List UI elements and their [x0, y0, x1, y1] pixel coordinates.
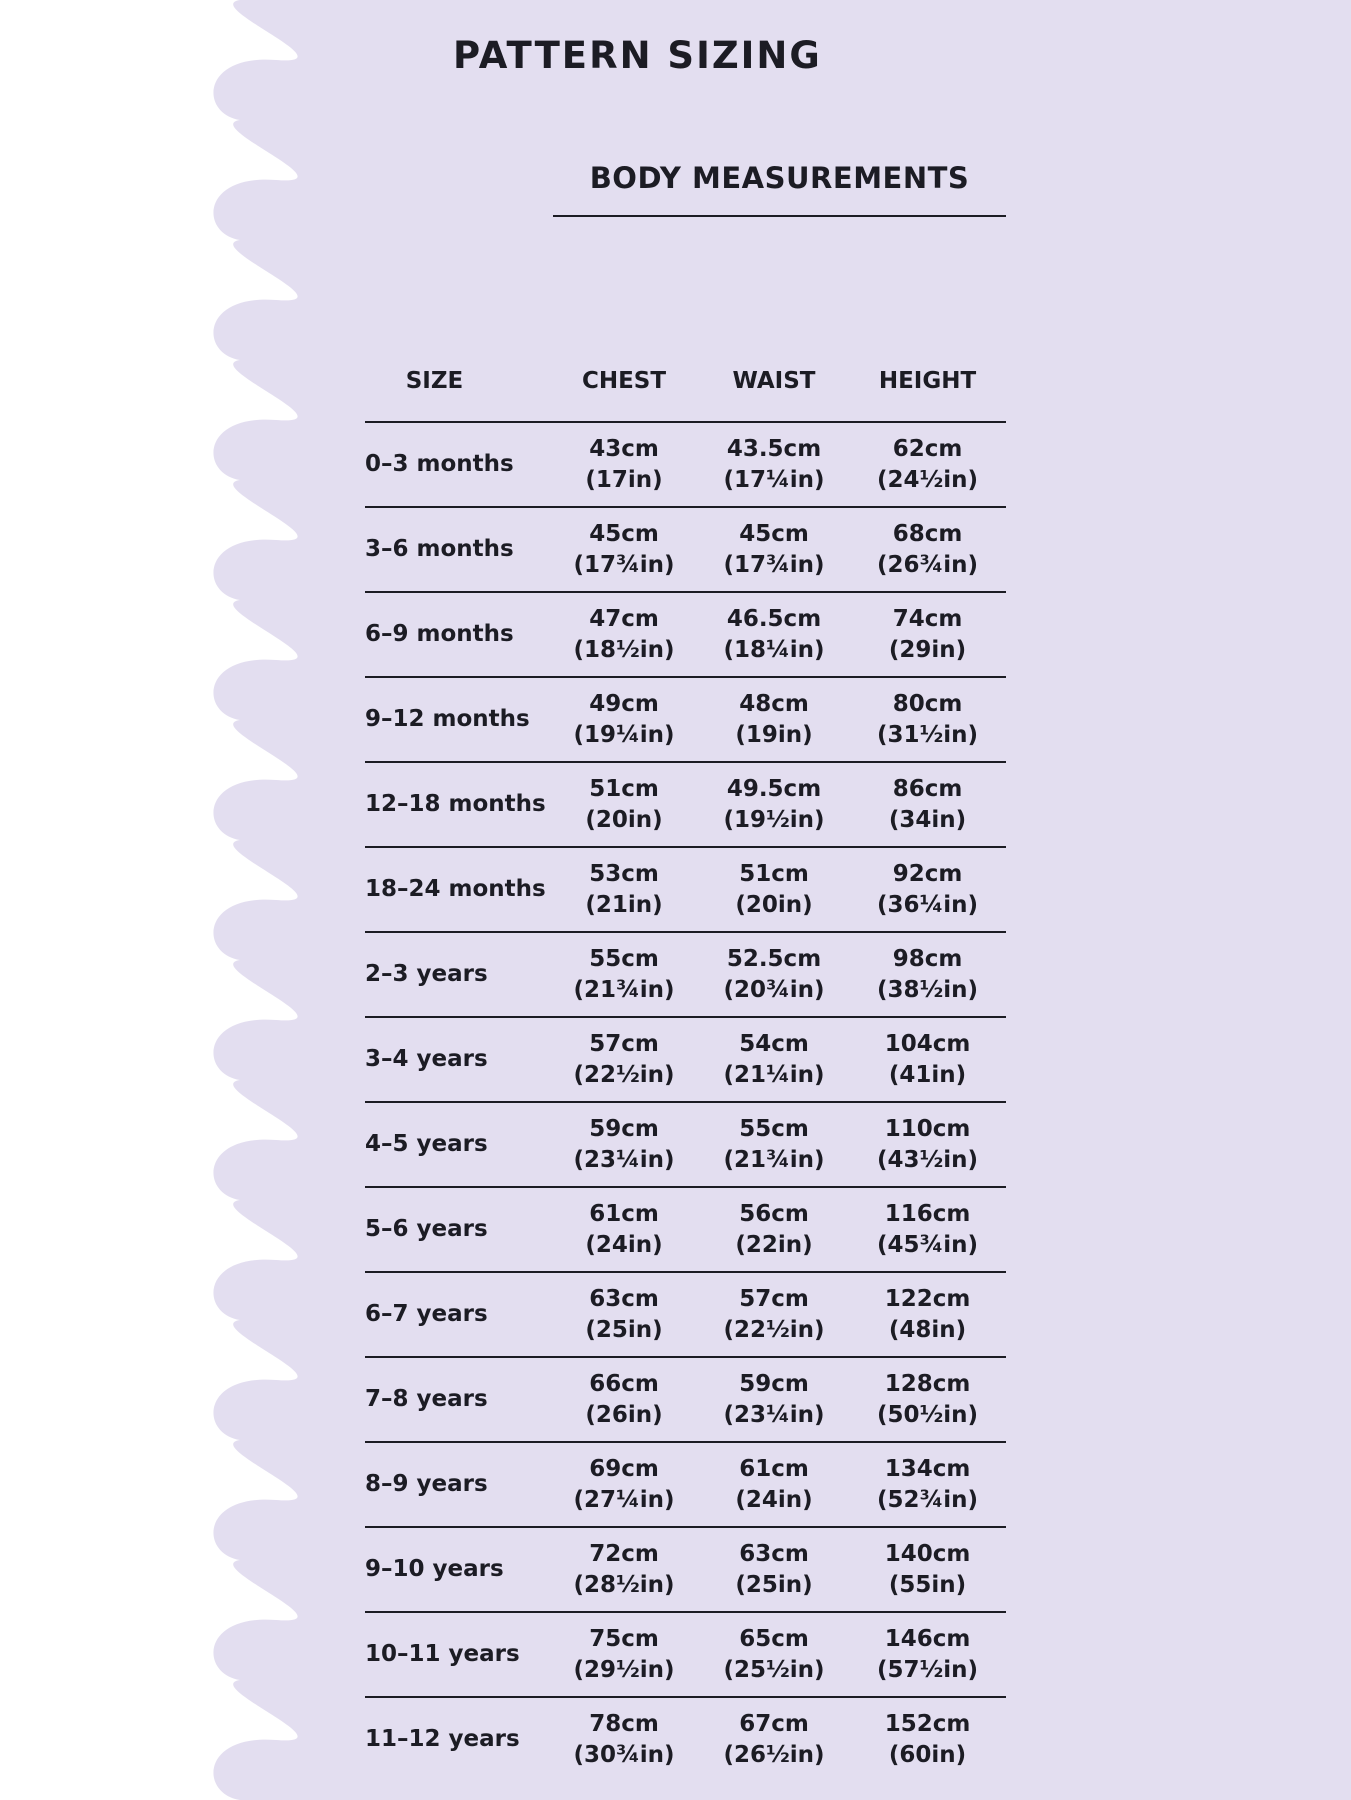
- waist-in: (21¼in): [723, 1061, 825, 1088]
- chest-cm: 53cm: [589, 860, 659, 887]
- waist-in: (22in): [735, 1231, 813, 1258]
- chest-cell: [549, 1697, 699, 1781]
- height-in: (55in): [888, 1571, 967, 1598]
- chest-cell: [549, 677, 699, 762]
- chest-cell: [549, 762, 699, 847]
- height-cell: [849, 1442, 1006, 1527]
- waist-in: (19½in): [723, 806, 825, 833]
- chest-cell: [549, 1442, 699, 1527]
- table-header-row: [365, 340, 1006, 422]
- size-cell: 3–6 months: [365, 507, 549, 592]
- waist-cell: [699, 1017, 849, 1102]
- height-cell: [849, 847, 1006, 932]
- header-height: HEIGHT: [849, 340, 1006, 422]
- waist-cm: 61cm: [739, 1455, 809, 1482]
- height-cell: [849, 932, 1006, 1017]
- height-cell: [849, 1697, 1006, 1781]
- chest-in: (19¼in): [573, 721, 675, 748]
- height-cell: [849, 1357, 1006, 1442]
- table-row: [365, 1697, 1006, 1781]
- waist-cell: [699, 422, 849, 507]
- waist-cm: 59cm: [739, 1370, 809, 1397]
- height-cm: 122cm: [884, 1285, 971, 1312]
- chest-cell: [549, 847, 699, 932]
- height-cell: [849, 677, 1006, 762]
- height-in: (29in): [888, 636, 967, 663]
- height-in: (26¾in): [876, 551, 979, 578]
- table-row: [365, 507, 1006, 592]
- height-cm: 62cm: [892, 435, 963, 462]
- chest-cm: 45cm: [589, 520, 659, 547]
- waist-cell: [699, 1527, 849, 1612]
- chest-cell: [549, 1017, 699, 1102]
- table-row: [365, 1612, 1006, 1697]
- waist-cm: 65cm: [739, 1625, 809, 1652]
- chest-cell: [549, 1102, 699, 1187]
- waist-in: (21¾in): [723, 1146, 825, 1173]
- height-in: (60in): [888, 1741, 967, 1768]
- height-in: (43½in): [876, 1146, 979, 1173]
- page-title: PATTERN SIZING: [453, 34, 822, 77]
- chest-cm: 69cm: [589, 1455, 659, 1482]
- chest-cm: 49cm: [589, 690, 659, 717]
- header-chest: CHEST: [549, 340, 699, 422]
- chest-cm: 75cm: [589, 1625, 659, 1652]
- size-cell: 9–10 years: [365, 1527, 549, 1612]
- chest-in: (26in): [585, 1401, 663, 1428]
- waist-cm: 55cm: [739, 1115, 809, 1142]
- chest-in: (24in): [585, 1231, 663, 1258]
- height-in: (52¾in): [876, 1486, 979, 1513]
- table-row: [365, 1017, 1006, 1102]
- size-cell: 7–8 years: [365, 1357, 549, 1442]
- table-row: [365, 1442, 1006, 1527]
- height-cell: [849, 1102, 1006, 1187]
- waist-in: (24in): [735, 1486, 813, 1513]
- table-row: [365, 932, 1006, 1017]
- waist-in: (17¾in): [723, 551, 825, 578]
- waist-cell: [699, 1357, 849, 1442]
- size-cell: 2–3 years: [365, 932, 549, 1017]
- waist-in: (17¼in): [723, 466, 825, 493]
- waist-cell: [699, 1697, 849, 1781]
- chest-in: (22½in): [573, 1061, 675, 1088]
- waist-in: (25½in): [723, 1656, 825, 1683]
- waist-cm: 54cm: [739, 1030, 809, 1057]
- height-cm: 128cm: [884, 1370, 971, 1397]
- height-cell: [849, 762, 1006, 847]
- height-cell: [849, 1272, 1006, 1357]
- waist-in: (19in): [735, 721, 813, 748]
- chest-cm: 78cm: [589, 1710, 659, 1737]
- waist-in: (20¾in): [723, 976, 825, 1003]
- waist-cm: 56cm: [739, 1200, 809, 1227]
- waist-in: (25in): [735, 1571, 813, 1598]
- chest-cm: 51cm: [589, 775, 659, 802]
- chest-in: (20in): [585, 806, 663, 833]
- size-cell: 5–6 years: [365, 1187, 549, 1272]
- chest-cell: [549, 1357, 699, 1442]
- chest-in: (27¼in): [573, 1486, 675, 1513]
- waist-cell: [699, 592, 849, 677]
- height-cm: 146cm: [884, 1625, 971, 1652]
- height-in: (50½in): [876, 1401, 979, 1428]
- table-row: [365, 1527, 1006, 1612]
- chest-in: (29½in): [573, 1656, 675, 1683]
- height-cell: [849, 1612, 1006, 1697]
- height-cm: 92cm: [892, 860, 963, 887]
- chest-cm: 55cm: [589, 945, 659, 972]
- chest-in: (21¾in): [573, 976, 675, 1003]
- height-cm: 98cm: [892, 945, 963, 972]
- waist-cm: 57cm: [739, 1285, 809, 1312]
- size-cell: 11–12 years: [365, 1726, 520, 1752]
- waist-cell: [699, 1612, 849, 1697]
- chest-cell: [549, 932, 699, 1017]
- waist-cm: 67cm: [739, 1710, 809, 1737]
- table-row: [365, 422, 1006, 507]
- chest-cm: 59cm: [589, 1115, 659, 1142]
- chest-in: (18½in): [573, 636, 675, 663]
- height-in: (36¼in): [876, 891, 979, 918]
- height-cell: [849, 1527, 1006, 1612]
- waist-cm: 48cm: [739, 690, 809, 717]
- chest-cell: [549, 1272, 699, 1357]
- height-in: (45¾in): [876, 1231, 979, 1258]
- waist-in: (22½in): [723, 1316, 825, 1343]
- height-cm: 74cm: [892, 605, 963, 632]
- waist-cell: [699, 932, 849, 1017]
- measurements-table: [365, 340, 1006, 1781]
- waist-cm: 43.5cm: [726, 435, 822, 462]
- chest-in: (23¼in): [573, 1146, 675, 1173]
- chest-in: (28½in): [573, 1571, 675, 1598]
- waist-in: (18¼in): [723, 636, 825, 663]
- height-in: (41in): [888, 1061, 967, 1088]
- waist-cm: 46.5cm: [726, 605, 822, 632]
- chest-cm: 66cm: [589, 1370, 659, 1397]
- size-cell: 4–5 years: [365, 1102, 549, 1187]
- chest-cm: 43cm: [589, 435, 659, 462]
- chest-in: (17¾in): [573, 551, 675, 578]
- chest-cell: [549, 422, 699, 507]
- size-cell: 6–9 months: [365, 592, 549, 677]
- waist-cell: [699, 1272, 849, 1357]
- height-cm: 68cm: [892, 520, 963, 547]
- chest-in: (25in): [585, 1316, 663, 1343]
- table-row: [365, 762, 1006, 847]
- size-cell: 18–24 months: [365, 847, 549, 932]
- height-cm: 104cm: [884, 1030, 971, 1057]
- size-cell: 6–7 years: [365, 1272, 549, 1357]
- table-row: [365, 592, 1006, 677]
- chest-cm: 63cm: [589, 1285, 659, 1312]
- waist-cm: 51cm: [739, 860, 809, 887]
- chest-in: (17in): [585, 466, 663, 493]
- waist-cell: [699, 507, 849, 592]
- size-cell: 12–18 months: [365, 762, 549, 847]
- table-row: [365, 1187, 1006, 1272]
- chest-cell: [549, 1187, 699, 1272]
- section-title: BODY MEASUREMENTS: [589, 161, 970, 195]
- height-cm: 140cm: [884, 1540, 971, 1567]
- waist-cm: 63cm: [739, 1540, 809, 1567]
- waist-in: (26½in): [723, 1741, 825, 1768]
- height-cm: 134cm: [884, 1455, 971, 1482]
- table-row: [365, 847, 1006, 932]
- height-cm: 110cm: [884, 1115, 971, 1142]
- chest-cell: [549, 592, 699, 677]
- height-cell: [849, 422, 1006, 507]
- height-cm: 80cm: [892, 690, 963, 717]
- height-in: (31½in): [876, 721, 979, 748]
- height-in: (24½in): [876, 466, 979, 493]
- height-cell: [849, 1017, 1006, 1102]
- table-row: [365, 677, 1006, 762]
- chest-cm: 61cm: [589, 1200, 659, 1227]
- waist-cm: 49.5cm: [726, 775, 822, 802]
- chest-in: (21in): [585, 891, 663, 918]
- size-cell: 10–11 years: [365, 1612, 549, 1697]
- height-cm: 116cm: [884, 1200, 971, 1227]
- waist-cell: [699, 847, 849, 932]
- waist-cm: 52.5cm: [726, 945, 822, 972]
- section-divider: [553, 215, 1006, 217]
- height-cm: 86cm: [892, 775, 963, 802]
- chest-cell: [549, 1527, 699, 1612]
- waist-cell: [699, 1187, 849, 1272]
- height-in: (48in): [888, 1316, 967, 1343]
- waist-cell: [699, 1442, 849, 1527]
- height-cell: [849, 1187, 1006, 1272]
- chest-cell: [549, 1612, 699, 1697]
- waist-in: (20in): [735, 891, 813, 918]
- size-cell: 8–9 years: [365, 1442, 549, 1527]
- table-row: [365, 1357, 1006, 1442]
- waist-in: (23¼in): [723, 1401, 825, 1428]
- height-in: (57½in): [876, 1656, 979, 1683]
- chest-cell: [549, 507, 699, 592]
- height-cell: [849, 592, 1006, 677]
- waist-cell: [699, 762, 849, 847]
- chest-cm: 57cm: [589, 1030, 659, 1057]
- chest-in: (30¾in): [573, 1741, 675, 1768]
- size-cell: 9–12 months: [365, 677, 549, 762]
- chest-cm: 47cm: [589, 605, 659, 632]
- waist-cell: [699, 677, 849, 762]
- waist-cm: 45cm: [739, 520, 809, 547]
- height-in: (34in): [888, 806, 967, 833]
- height-cell: [849, 507, 1006, 592]
- table-row: [365, 1272, 1006, 1357]
- size-cell: 3–4 years: [365, 1017, 549, 1102]
- header-size: SIZE: [365, 340, 549, 422]
- waist-cell: [699, 1102, 849, 1187]
- chest-cm: 72cm: [589, 1540, 659, 1567]
- table-row: [365, 1102, 1006, 1187]
- header-waist: WAIST: [699, 340, 849, 422]
- size-cell: 0–3 months: [365, 422, 549, 507]
- height-cm: 152cm: [884, 1710, 971, 1737]
- height-in: (38½in): [876, 976, 979, 1003]
